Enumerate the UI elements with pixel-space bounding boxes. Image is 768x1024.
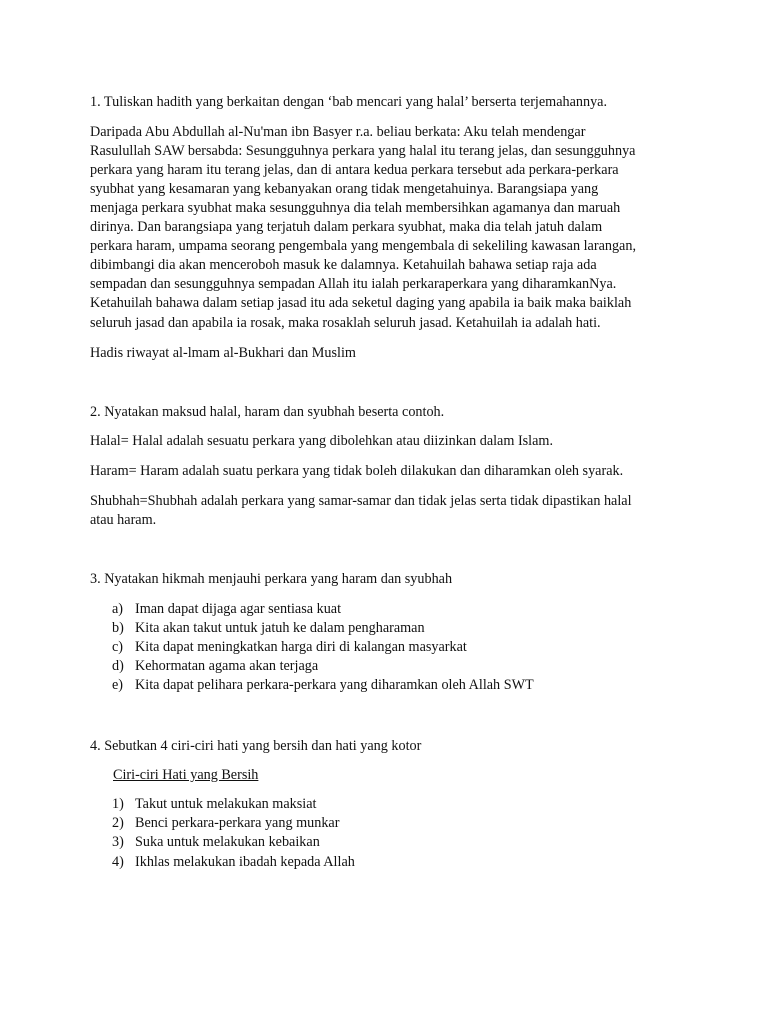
list-marker: e) — [112, 677, 124, 693]
hadith-line: perkara haram, umpama seorang pengembala yang mengembala di sekeliling kawasan larangan, — [90, 238, 636, 254]
definition-halal: Halal= Halal adalah sesuatu perkara yang dibolehkan atau diizinkan dalam Islam. — [90, 433, 554, 449]
hadith-line: Daripada Abu Abdullah al-Nu'man ibn Basyer r.a. beliau berkata: Aku telah mendengar — [90, 124, 586, 140]
question-4: 4. Sebutkan 4 ciri-ciri hati yang bersih dan hati yang kotor — [90, 738, 422, 754]
list-item-text: Kita dapat meningkatkan harga diri di kalangan masyarkat — [135, 639, 467, 655]
hadith-line: sempadan dan sesungguhnya sempadan Allah itu ialah perkaraperkara yang diharamkanNya. — [90, 276, 617, 292]
hadith-line: seluruh jasad dan apabila ia rosak, maka rosaklah seluruh jasad. Ketahuilah ia adalah hati. — [90, 315, 601, 331]
hadith-line: syubhat yang kesamaran yang kebanyakan orang tidak mengetahuinya. Barangsiapa yang — [90, 181, 599, 197]
hadith-line: dirinya. Dan barangsiapa yang terjatuh dalam perkara syubhat, maka dia telah jatuh dalam — [90, 219, 603, 235]
list-marker: a) — [112, 601, 124, 617]
list-marker: c) — [112, 639, 124, 655]
hadith-line: dibimbangi dia akan menceroboh masuk ke dalamnya. Ketahuilah bahawa setiap raja ada — [90, 257, 597, 273]
subheading-clean-heart: Ciri-ciri Hati yang Bersih — [113, 767, 259, 783]
list-item-text: Benci perkara-perkara yang munkar — [135, 815, 340, 831]
list-marker: 1) — [112, 796, 124, 812]
list-item-text: Kita akan takut untuk jatuh ke dalam pengharaman — [135, 620, 425, 636]
hadith-line: Ketahuilah bahawa dalam setiap jasad itu ada seketul daging yang apabila ia baik maka baiklah — [90, 295, 632, 311]
definition-shubhah-line: Shubhah=Shubhah adalah perkara yang samar-samar dan tidak jelas serta tidak dipastikan halal — [90, 493, 632, 509]
list-item-text: Ikhlas melakukan ibadah kepada Allah — [135, 854, 355, 870]
list-marker: b) — [112, 620, 124, 636]
hadith-line: menjaga perkara syubhat maka sesungguhnya dia telah membersihkan agamanya dan maruah — [90, 200, 621, 216]
list-item-text: Suka untuk melakukan kebaikan — [135, 834, 320, 850]
list-marker: 2) — [112, 815, 124, 831]
question-1: 1. Tuliskan hadith yang berkaitan dengan ‘bab mencari yang halal’ berserta terjemahannya. — [90, 94, 608, 110]
list-marker: 3) — [112, 834, 124, 850]
hadith-line: Rasulullah SAW bersabda: Sesungguhnya perkara yang halal itu terang jelas, dan sesungguhnya — [90, 143, 636, 159]
hadith-line: perkara yang haram itu terang jelas, dan di antara kedua perkara tersebut ada perkara-perkara — [90, 162, 619, 178]
list-item-text: Iman dapat dijaga agar sentiasa kuat — [135, 601, 342, 617]
list-item-text: Takut untuk melakukan maksiat — [135, 796, 317, 812]
question-3: 3. Nyatakan hikmah menjauhi perkara yang haram dan syubhah — [90, 571, 453, 587]
list-marker: 4) — [112, 854, 124, 870]
list-item-text: Kita dapat pelihara perkara-perkara yang diharamkan oleh Allah SWT — [135, 677, 534, 693]
question-2: 2. Nyatakan maksud halal, haram dan syubhah beserta contoh. — [90, 404, 445, 420]
definition-shubhah-line: atau haram. — [90, 512, 157, 528]
definition-haram: Haram= Haram adalah suatu perkara yang tidak boleh dilakukan dan diharamkan oleh syarak. — [90, 463, 624, 479]
list-marker: d) — [112, 658, 124, 674]
list-item-text: Kehormatan agama akan terjaga — [135, 658, 319, 674]
hadith-source: Hadis riwayat al-lmam al-Bukhari dan Muslim — [90, 345, 356, 361]
